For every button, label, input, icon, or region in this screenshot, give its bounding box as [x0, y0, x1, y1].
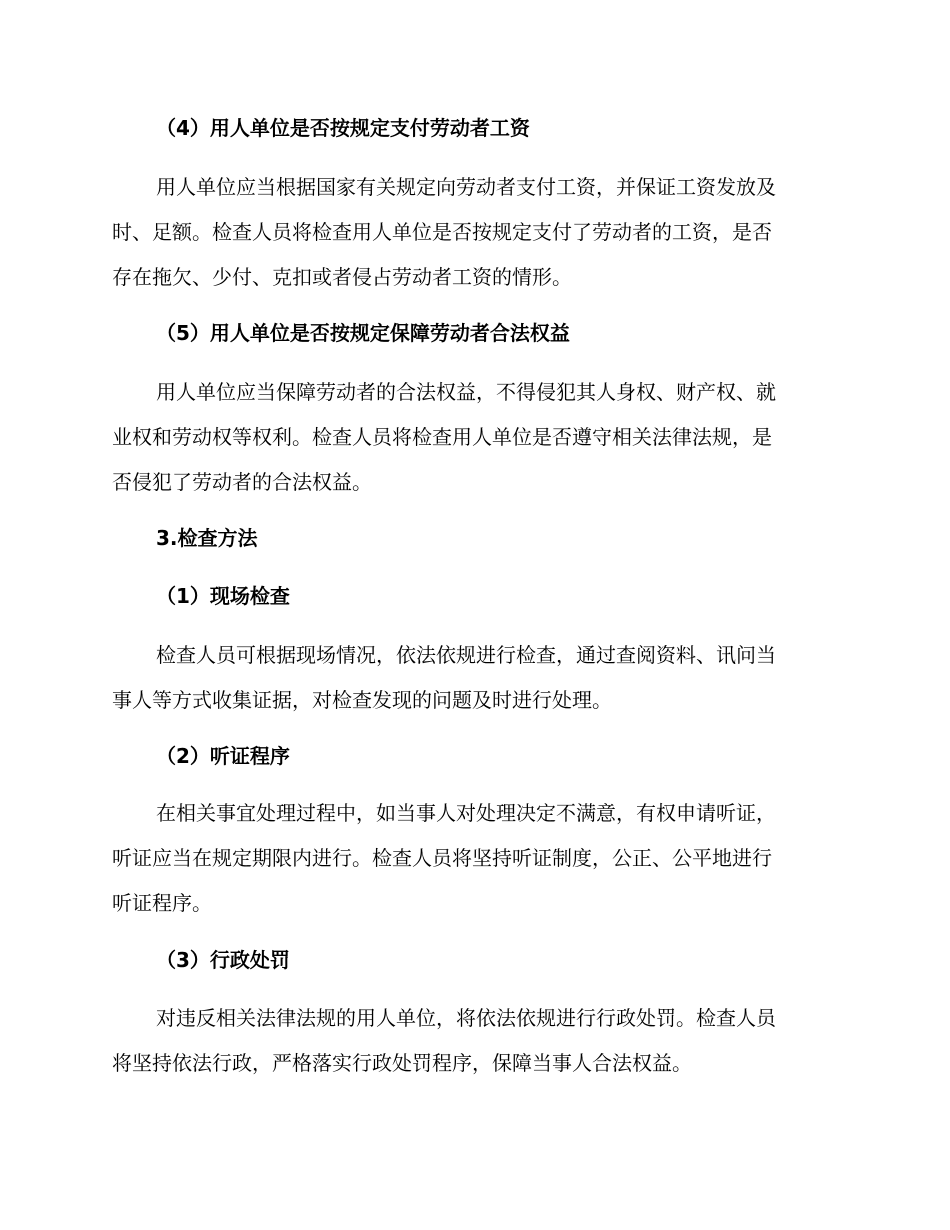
section-heading: （1）现场检查 [156, 584, 290, 608]
paragraph-line: 存在拖欠、少付、克扣或者侵占劳动者工资的情形。 [112, 265, 572, 289]
paragraph-line: 事人等方式收集证据，对检查发现的问题及时进行处理。 [112, 688, 612, 712]
paragraph-line: 检查人员可根据现场情况，依法依规进行检查，通过查阅资料、讯问当 [156, 643, 776, 667]
section-heading: 3.检查方法 [156, 526, 258, 550]
section-heading: （5）用人单位是否按规定保障劳动者合法权益 [156, 321, 570, 345]
paragraph-line: 将坚持依法行政，严格落实行政处罚程序，保障当事人合法权益。 [112, 1051, 692, 1075]
paragraph-line: 在相关事宜处理过程中，如当事人对处理决定不满意，有权申请听证， [156, 801, 776, 825]
section-heading: （3）行政处罚 [156, 948, 290, 972]
paragraph-line: 用人单位应当根据国家有关规定向劳动者支付工资，并保证工资发放及 [156, 175, 776, 199]
paragraph-line: 否侵犯了劳动者的合法权益。 [112, 470, 372, 494]
paragraph-line: 对违反相关法律法规的用人单位，将依法依规进行行政处罚。检查人员 [156, 1006, 776, 1030]
paragraph-line: 用人单位应当保障劳动者的合法权益，不得侵犯其人身权、财产权、就 [156, 380, 776, 404]
paragraph-line: 时、足额。检查人员将检查用人单位是否按规定支付了劳动者的工资，是否 [112, 220, 772, 244]
paragraph-line: 业权和劳动权等权利。检查人员将检查用人单位是否遵守相关法律法规，是 [112, 425, 772, 449]
paragraph-line: 听证应当在规定期限内进行。检查人员将坚持听证制度，公正、公平地进行 [112, 846, 772, 870]
section-heading: （2）听证程序 [156, 744, 290, 768]
section-heading: （4）用人单位是否按规定支付劳动者工资 [156, 116, 530, 140]
paragraph-line: 听证程序。 [112, 891, 212, 915]
